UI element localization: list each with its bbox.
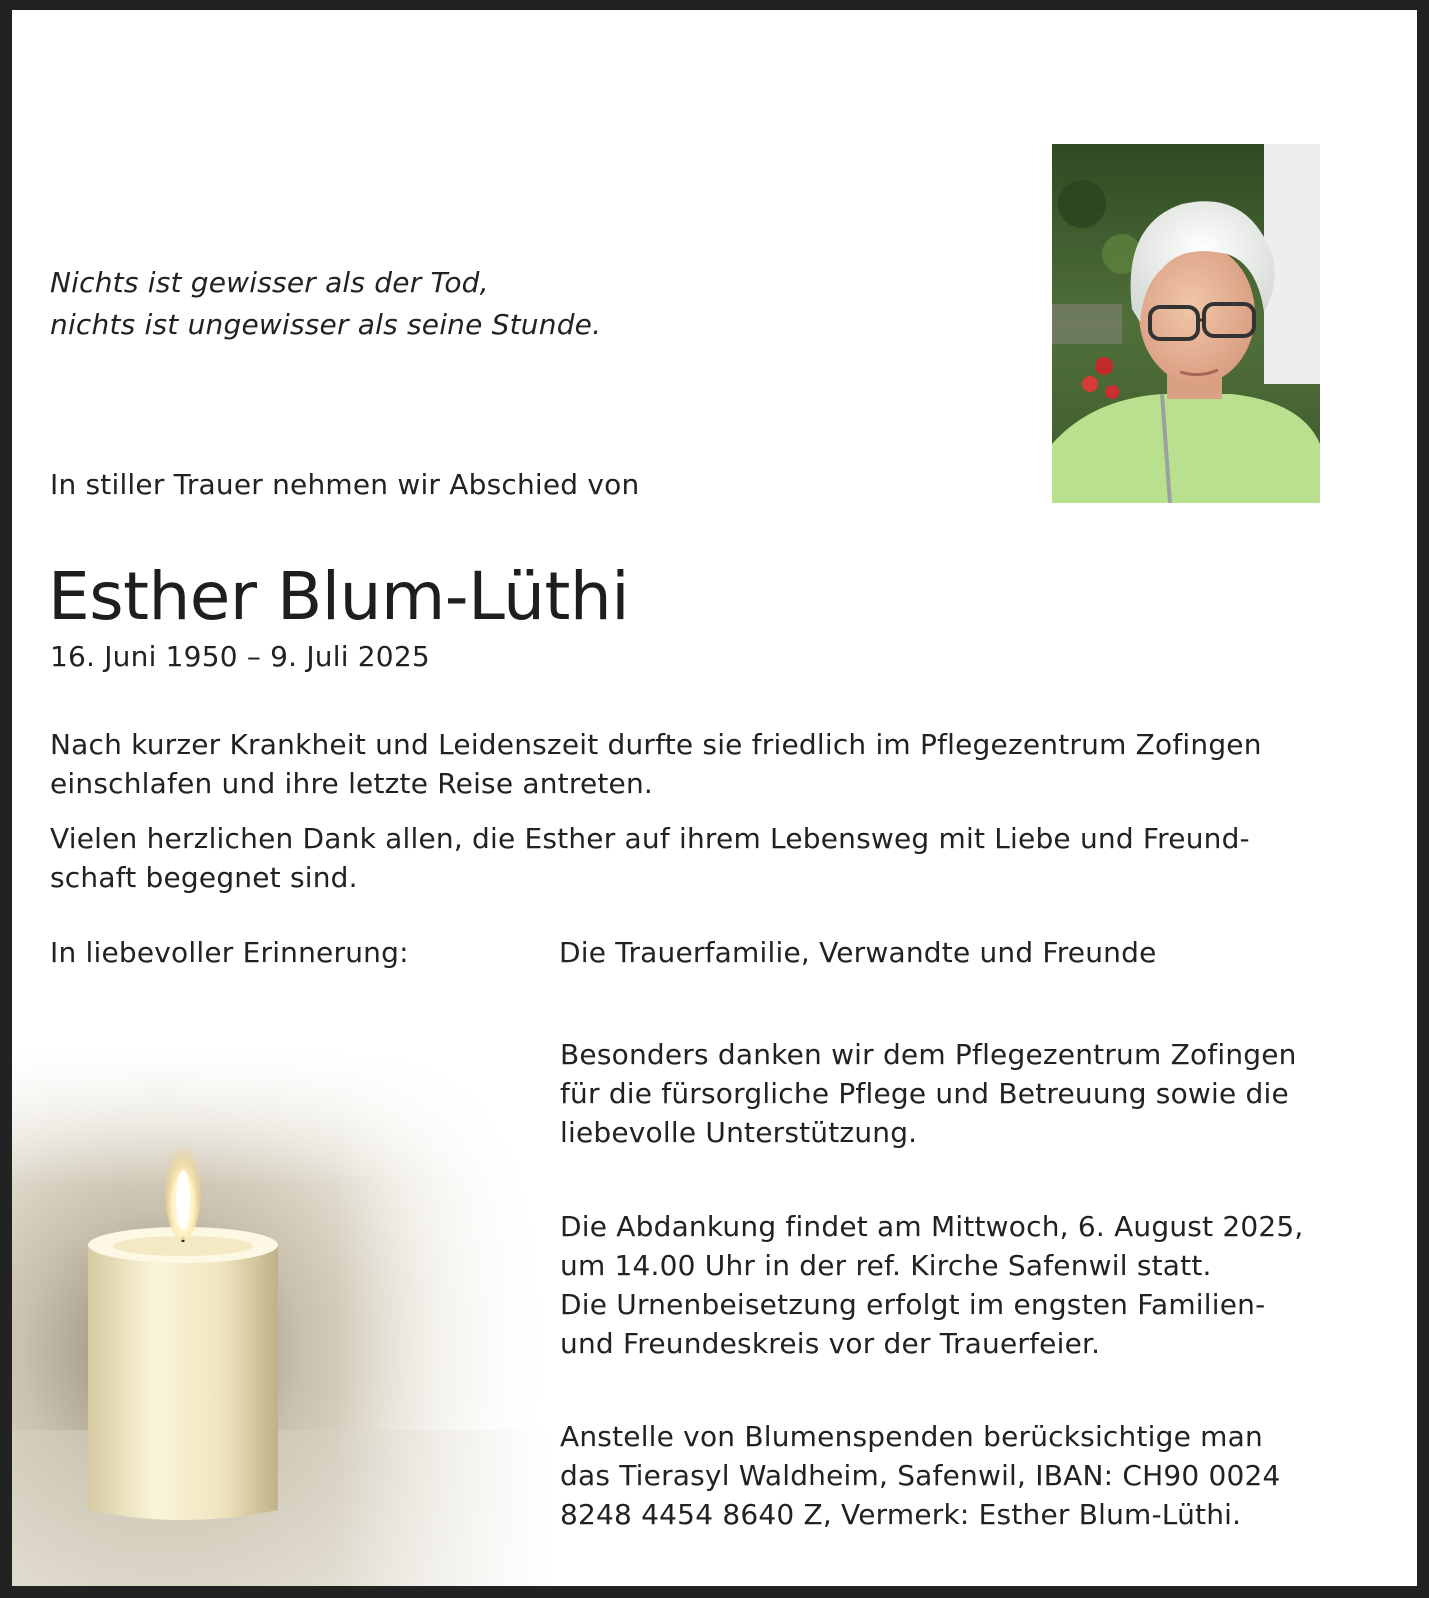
donations-line-2: das Tierasyl Waldheim, Safenwil, IBAN: CH90 0024 [560,1459,1281,1492]
deceased-name: Esther Blum-Lüthi [48,558,630,635]
quote-line-1: Nichts ist gewisser als der Tod, [50,266,489,299]
donations-line-3: 8248 4454 8640 Z, Vermerk: Esther Blum-Lüthi. [560,1498,1242,1531]
candle-illustration [12,1050,552,1596]
intro-text: In stiller Trauer nehmen wir Abschied von [50,468,640,501]
thanks-line-1: Besonders danken wir dem Pflegezentrum Zofingen [560,1038,1297,1071]
service-line-4: und Freundeskreis vor der Trauerfeier. [560,1327,1101,1360]
paragraph-2-line-1: Vielen herzlichen Dank allen, die Esther auf ihrem Lebensweg mit Liebe und Freund- [50,822,1250,855]
paragraph-1-line-1: Nach kurzer Krankheit und Leidenszeit durfte sie friedlich im Pflegezentrum Zofingen [50,728,1262,761]
life-dates: 16. Juni 1950 – 9. Juli 2025 [50,640,430,673]
memory-label: In liebevoller Erinnerung: [50,936,409,969]
portrait-photo [1052,144,1320,503]
quote-line-2: nichts ist ungewisser als seine Stunde. [50,308,602,341]
portrait-image [1052,144,1320,503]
paragraph-1-line-2: einschlafen und ihre letzte Reise antreten. [50,767,654,800]
mourners: Die Trauerfamilie, Verwandte und Freunde [559,936,1157,969]
donations-line-1: Anstelle von Blumenspenden berücksichtige man [560,1420,1263,1453]
service-line-2: um 14.00 Uhr in der ref. Kirche Safenwil statt. [560,1249,1212,1282]
thanks-line-2: für die fürsorgliche Pflege und Betreuung sowie die [560,1077,1289,1110]
candle-image [12,1050,552,1596]
paragraph-2-line-2: schaft begegnet sind. [50,861,358,894]
thanks-line-3: liebevolle Unterstützung. [560,1116,918,1149]
service-line-1: Die Abdankung findet am Mittwoch, 6. August 2025, [560,1210,1304,1243]
service-line-3: Die Urnenbeisetzung erfolgt im engsten Familien- [560,1288,1266,1321]
